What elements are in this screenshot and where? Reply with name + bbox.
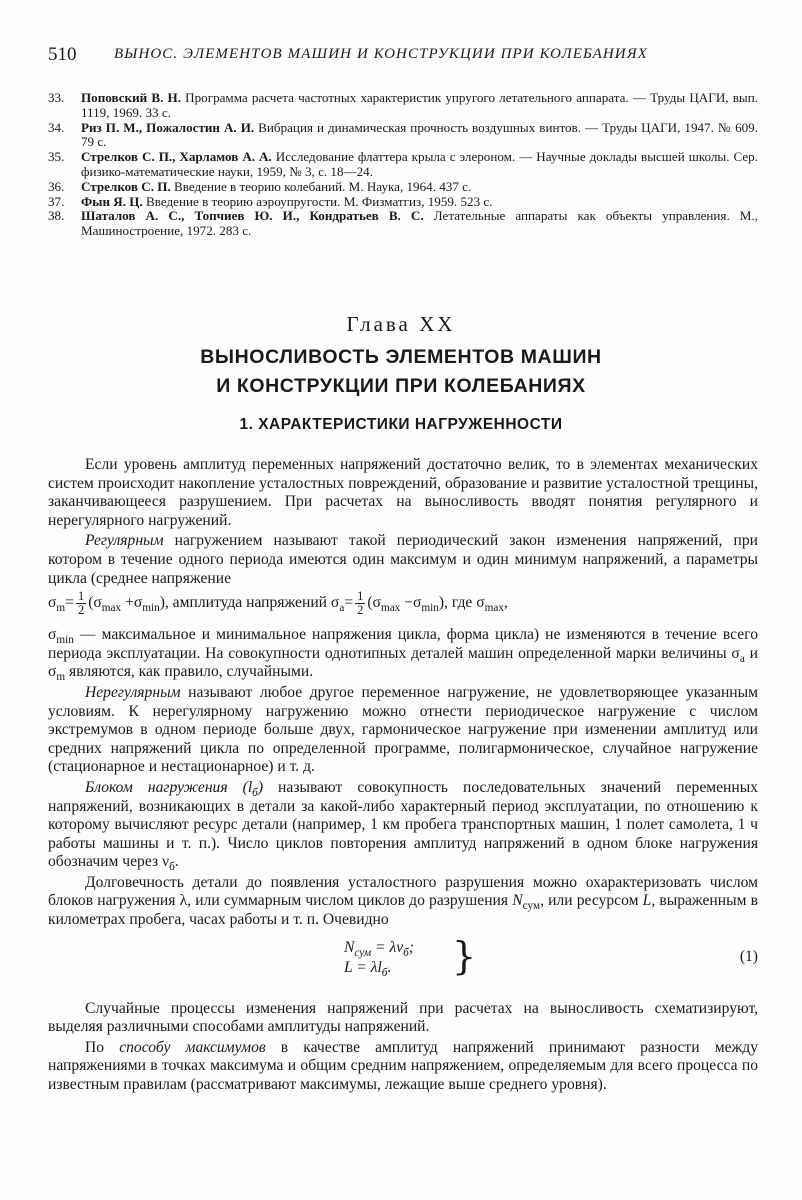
reference-number: 35. (48, 149, 65, 165)
chapter-label: Глава XX (346, 312, 456, 336)
reference-text: Вибрация и динамическая прочность воздушных винтов. — Труды ЦАГИ, 1947. № 609. 79 с. (81, 119, 759, 150)
reference-number: 36. (48, 178, 65, 194)
fraction (355, 590, 365, 617)
subscript: m (56, 671, 66, 684)
subscript: сум (354, 946, 372, 959)
subscript: max (380, 602, 401, 615)
paragraph-text: , выраженным в километрах пробега, часах работы и т. п. Очевидно (48, 892, 758, 929)
chapter-title-line: ВЫНОСЛИВОСТЬ ЭЛЕМЕНТОВ МАШИН (200, 346, 602, 368)
formula-text: где σ (447, 594, 485, 612)
symbol: σ (48, 594, 57, 612)
subscript: сум (522, 900, 541, 913)
fraction (76, 590, 86, 617)
inline-formula (48, 590, 758, 626)
symbol: (l (227, 778, 253, 796)
reference-number: 37. (48, 193, 65, 209)
paragraph (48, 779, 758, 872)
term: способу максимумов (119, 1038, 266, 1056)
symbol: σ (48, 626, 57, 644)
reference-text: Введение в теорию колебаний. М. Наука, 1964. 437 с. (170, 178, 472, 194)
page-number: 510 (48, 44, 77, 65)
reference-text: Исследование флаттера крыла с элероном. — Научные доклады высшей школы. Сер. физико-математические науки, 1959, № 3, с. 18—24. (81, 149, 758, 179)
symbol: . (387, 958, 392, 976)
symbol: , (503, 594, 508, 612)
symbol: −σ (400, 594, 422, 612)
symbol: ), (159, 594, 169, 612)
subscript: max (484, 602, 504, 615)
reference-authors: Стрелков С. П., Харламов А. А. (81, 149, 272, 165)
reference-list (48, 91, 758, 239)
paragraph (48, 532, 758, 588)
symbol: L (642, 892, 652, 910)
equation-number: (1) (739, 947, 758, 965)
reference-item (48, 121, 758, 151)
paragraph-text: — максимальное и минимальное напряжения цикла, форма цикла) не изменяются в течение всего периода эксплуатации. На совокупности однотипных деталей машин определенной марки величины σ (48, 626, 758, 662)
paragraph: Случайные процессы изменения напряжений при расчетах на выносливость схематизируют, выделяя различными способами амплитуды напряжений. (48, 999, 758, 1036)
page-header (48, 44, 758, 68)
symbol: ; (408, 938, 415, 956)
subscript: min (142, 602, 160, 615)
paragraph: Если уровень амплитуд переменных напряжений достаточно велик, то в элементах механических систем происходит накопление усталостных повреждений, образование и развитие усталостной трещины, заканчивающееся разрушением. При расчетах на выносливость вводят понятия регулярного и нерегулярного нагружений. (48, 456, 758, 529)
paragraph-text: По (85, 1038, 120, 1056)
subscript: б (381, 966, 388, 979)
paragraph (48, 626, 758, 682)
term: Регулярным (85, 532, 164, 550)
paragraph-text: называют любое другое переменное нагружение, не удовлетворяющее указанным условиям. К нерегулярному нагружению можно отнести периодическое нагружение с числом экстремумов в одном периоде больше двух, гармоническое нагружение при изменении амплитуд или средних напряжений цикла по определенной программе, полигармоническое, случайное нагружение (стационарное и нестационарное) и т. д. (48, 683, 758, 776)
symbol: N (512, 892, 523, 910)
reference-authors: Шаталов А. С., Топчиев Ю. И., Кондратьев В. С. (81, 208, 424, 224)
term: Блоком нагружения (85, 778, 228, 796)
equation-line (344, 958, 414, 978)
subscript: a (339, 602, 345, 615)
reference-item (48, 91, 758, 121)
symbol: N (344, 938, 355, 956)
reference-number: 34. (48, 119, 65, 135)
symbol: ), (438, 594, 448, 612)
symbol: (σ (88, 594, 102, 612)
subscript: min (421, 602, 439, 615)
formula-text: амплитуда напряжений σ (168, 594, 340, 612)
symbol: L = λl (344, 958, 382, 976)
paragraph-text: являются, как правило, случайными. (65, 663, 314, 681)
running-title: ВЫНОС. ЭЛЕМЕНТОВ МАШИН И КОНСТРУКЦИИ ПРИ КОЛЕБАНИЯХ (114, 46, 648, 62)
subscript: min (56, 634, 74, 647)
symbol: ) (257, 778, 264, 796)
reference-item (48, 195, 758, 210)
paragraph (48, 1039, 758, 1095)
subscript: a (739, 652, 745, 665)
paragraph-text: и σ (48, 644, 758, 681)
reference-text: Летательные аппараты как объекты управления. М., Машиностроение, 1972. 283 с. (81, 208, 758, 239)
reference-authors: Риз П. М., Пожалостин А. И. (81, 119, 255, 135)
chapter-title-line: И КОНСТРУКЦИИ ПРИ КОЛЕБАНИЯХ (216, 375, 586, 397)
fraction-denominator: 2 (77, 603, 85, 618)
reference-authors: Поповский В. Н. (81, 90, 181, 105)
subscript: б (403, 946, 409, 959)
reference-authors: Стрелков С. П. (81, 178, 171, 194)
term: Нерегулярным (85, 683, 181, 701)
reference-item (48, 180, 758, 195)
equation-brace: } (452, 933, 477, 978)
subscript: б (252, 787, 258, 800)
symbol: (σ (367, 594, 381, 612)
equation-line (344, 938, 414, 958)
fraction-numerator: 1 (77, 589, 85, 604)
reference-number: 38. (48, 208, 65, 224)
section-title: 1. ХАРАКТЕРИСТИКИ НАГРУЖЕННОСТИ (239, 416, 563, 433)
symbol: = λν (371, 938, 404, 956)
paragraph (48, 874, 758, 930)
subscript: б (169, 861, 175, 874)
equation-lines (344, 938, 414, 978)
chapter-title (0, 343, 802, 401)
fraction-numerator: 1 (357, 589, 364, 604)
symbol: +σ (121, 594, 143, 612)
subscript: m (56, 602, 66, 615)
reference-item (48, 150, 758, 180)
reference-number: 33. (48, 90, 65, 105)
symbol: . (174, 853, 179, 871)
paragraph-text: в качестве амплитуд напряжений принимают разности между напряжениями в точках максимума и общим средним напряжением, определяемым для всего процесса по известным правилам (рассматривают максимумы, лежащие выше среднего уровня). (48, 1038, 758, 1094)
symbol: = (344, 594, 354, 612)
reference-item (48, 209, 758, 239)
body-text (48, 456, 758, 1097)
reference-authors: Фын Я. Ц. (81, 193, 143, 209)
paragraph-text: Долговечность детали до появления усталостного разрушения можно охарактеризовать числом блоков нагружения λ, или суммарным числом циклов до разрушения (48, 873, 758, 910)
paragraph-text: нагружением называют такой периодический закон изменения напряжений, при котором в течение одного периода имеются один максимум и один минимум напряжений, а параметры цикла (среднее напряжение (48, 532, 758, 587)
paragraph-text: , или ресурсом (540, 892, 643, 910)
equation-1 (48, 934, 758, 986)
reference-text: Введение в теорию аэроупругости. М. Физматгиз, 1959. 523 с. (142, 193, 493, 209)
fraction-denominator: 2 (357, 603, 364, 618)
subscript: max (101, 602, 122, 615)
reference-text: Программа расчета частотных характеристик упругого летательного аппарата. — Труды ЦАГИ, вып. 1119, 1969. 33 с. (81, 90, 758, 120)
symbol: = (65, 594, 74, 612)
paragraph-text: называют совокупность последовательных значений переменных напряжений, возникающих в детали за какой-либо характерный период эксплуатации, по отношению к которому вычисляют ресурс детали (например, 1 км пробега транспортных машин, 1 полет самолета, 1 ч работы машины и т. п.). Число циклов повторения амплитуд напряжений в одном блоке нагружения обозначим через ν (48, 778, 758, 871)
paragraph (48, 684, 758, 777)
